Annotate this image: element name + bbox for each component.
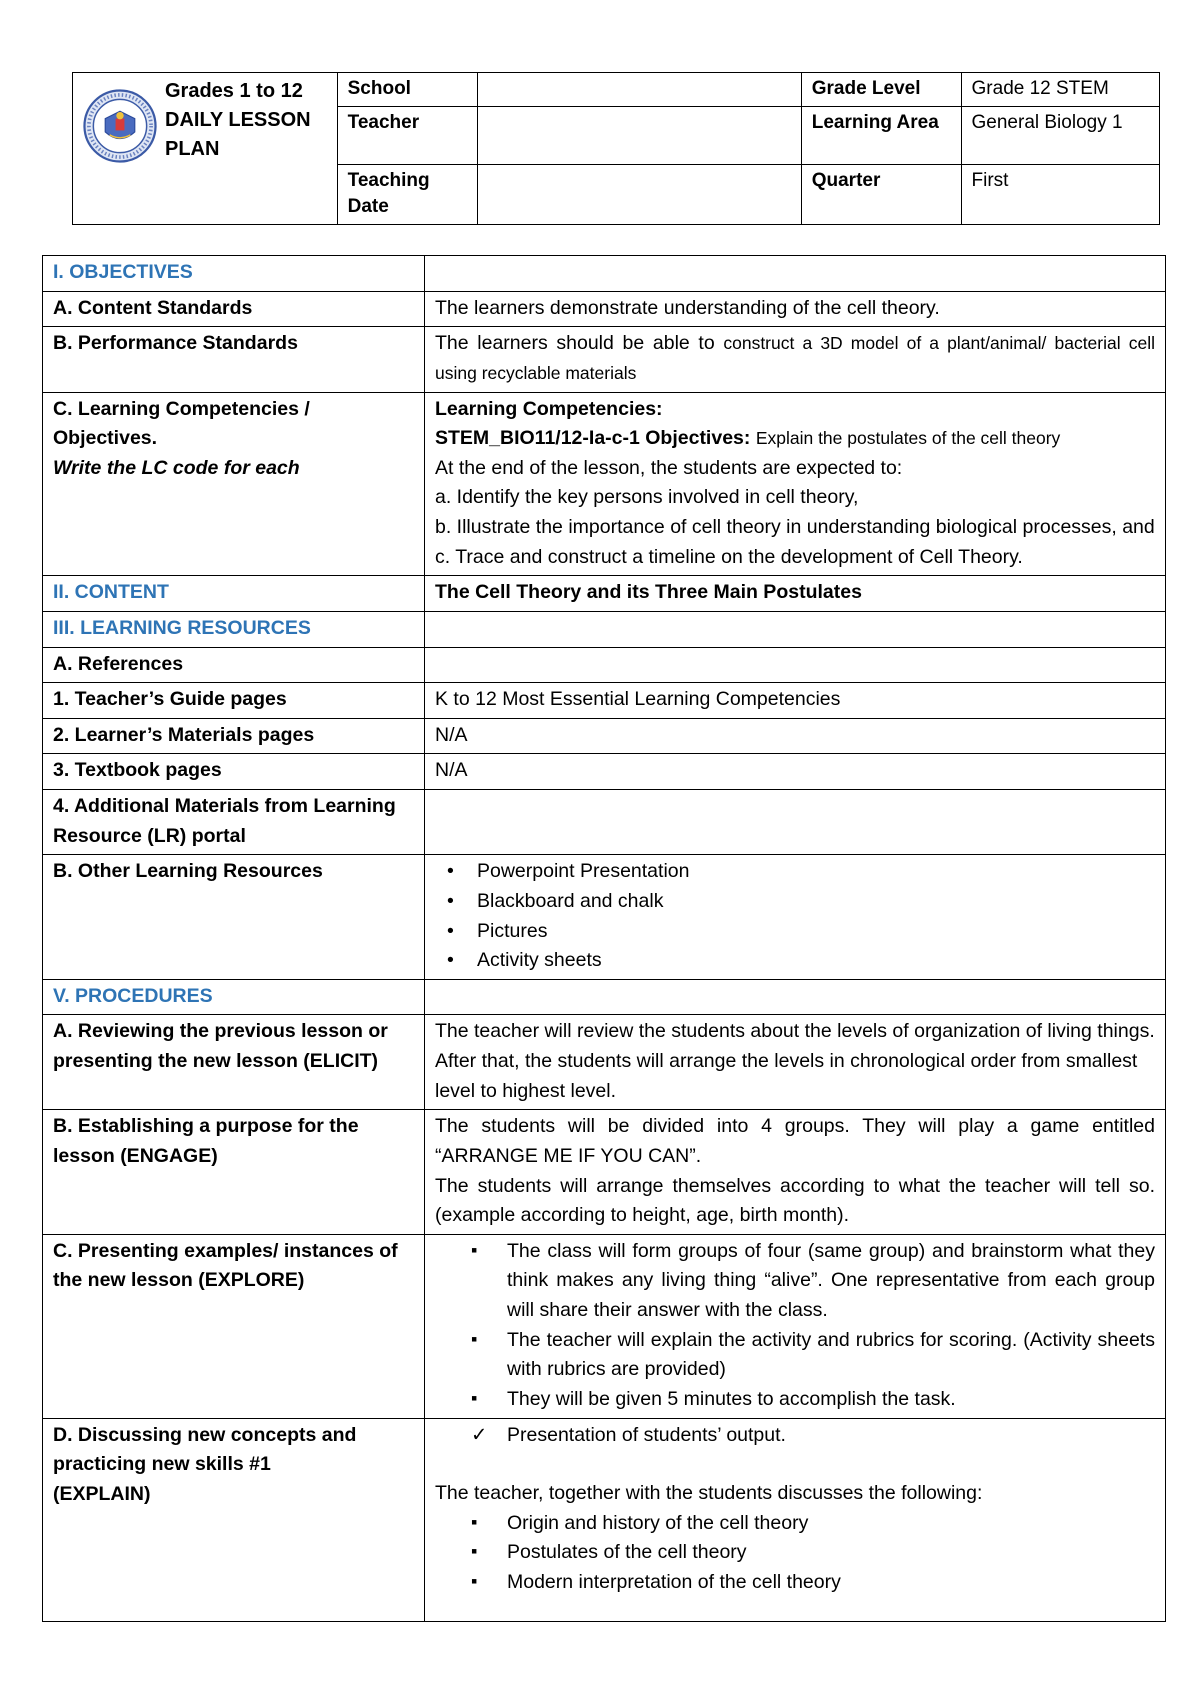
procedure-a-label: A. Reviewing the previous lesson or presenting the new lesson (ELICIT) xyxy=(43,1015,425,1110)
procedure-d-label xyxy=(43,1418,425,1621)
procedure-d-intro: The teacher, together with the students discusses the following: xyxy=(435,1482,983,1505)
performance-standards-value xyxy=(425,327,1166,392)
procedure-d-label-line2: practicing new skills #1 xyxy=(53,1453,271,1476)
other-resources-label: B. Other Learning Resources xyxy=(43,855,425,980)
table-row xyxy=(43,1015,1166,1110)
table-row xyxy=(43,647,1166,683)
teaching-date-field[interactable] xyxy=(478,164,802,224)
table-row xyxy=(43,754,1166,790)
table-row xyxy=(43,291,1166,327)
grade-level-label: Grade Level xyxy=(801,73,961,107)
list-item: ✓ Presentation of students’ output. xyxy=(435,1421,1155,1451)
procedures-heading: V. PROCEDURES xyxy=(43,979,425,1015)
content-standards-value: The learners demonstrate understanding of the cell theory. xyxy=(425,291,1166,327)
school-field[interactable] xyxy=(478,73,802,107)
table-row xyxy=(43,392,1166,576)
lesson-plan-body xyxy=(42,255,1166,1622)
competencies-heading: Learning Competencies: xyxy=(435,397,663,420)
additional-materials-value xyxy=(425,790,1166,855)
content-standards-label: A. Content Standards xyxy=(43,291,425,327)
list-item: • Activity sheets xyxy=(435,946,1155,976)
list-item: • Pictures xyxy=(435,917,1155,947)
table-row xyxy=(43,979,1166,1015)
quarter-label: Quarter xyxy=(801,164,961,224)
competencies-intro: At the end of the lesson, the students are expected to: xyxy=(435,456,903,479)
procedure-d-label-line3: (EXPLAIN) xyxy=(53,1482,151,1505)
resources-heading: III. LEARNING RESOURCES xyxy=(43,611,425,647)
competencies-code-text: Explain the postulates of the cell theory xyxy=(755,428,1061,449)
teaching-date-label: Teaching Date xyxy=(337,164,477,224)
school-label: School xyxy=(337,73,477,107)
lesson-plan-header xyxy=(72,72,1160,225)
list-item: • Powerpoint Presentation xyxy=(435,857,1155,887)
table-row xyxy=(43,256,1166,292)
table-row xyxy=(43,611,1166,647)
procedure-a-value: The teacher will review the students about the levels of organization of living things. After that, the students will arrange the levels in chronological order from smallest level to highest level. xyxy=(425,1015,1166,1110)
competencies-label xyxy=(43,392,425,576)
table-row xyxy=(43,1418,1166,1621)
competencies-value xyxy=(425,392,1166,576)
table-row xyxy=(43,1234,1166,1418)
objectives-heading: I. OBJECTIVES xyxy=(43,256,425,292)
list-item: ▪ They will be given 5 minutes to accomplish the task. xyxy=(435,1385,1155,1415)
table-row xyxy=(43,576,1166,612)
procedure-c-value xyxy=(425,1234,1166,1418)
header-title-line3: PLAN xyxy=(165,138,220,160)
performance-standards-label: B. Performance Standards xyxy=(43,327,425,392)
content-value: The Cell Theory and its Three Main Postulates xyxy=(425,576,1166,612)
procedure-b-label: B. Establishing a purpose for the lesson (ENGAGE) xyxy=(43,1110,425,1235)
textbook-pages-value: N/A xyxy=(425,754,1166,790)
performance-standards-text-a: The learners should be able to xyxy=(435,332,715,355)
list-item: ▪ Modern interpretation of the cell theory xyxy=(435,1568,1155,1598)
list-item: b. Illustrate the importance of cell theory in understanding biological processes, and xyxy=(435,516,1155,538)
additional-materials-label: 4. Additional Materials from Learning Resource (LR) portal xyxy=(43,790,425,855)
learning-area-value: General Biology 1 xyxy=(961,106,1159,164)
procedure-b-value xyxy=(425,1110,1166,1235)
table-row xyxy=(43,718,1166,754)
procedure-d-value xyxy=(425,1418,1166,1621)
competencies-label-line2: Objectives. xyxy=(53,427,158,450)
list-item: ▪ Postulates of the cell theory xyxy=(435,1538,1155,1568)
list-item: a. Identify the key persons involved in cell theory, xyxy=(435,486,859,509)
list-item: c. Trace and construct a timeline on the development of Cell Theory. xyxy=(435,545,1023,568)
procedure-d-label-line1: D. Discussing new concepts and xyxy=(53,1423,357,1446)
tg-pages-value: K to 12 Most Essential Learning Competencies xyxy=(425,683,1166,719)
grade-level-value: Grade 12 STEM xyxy=(961,73,1159,107)
header-title-cell xyxy=(73,73,338,225)
tg-pages-label: 1. Teacher’s Guide pages xyxy=(43,683,425,719)
list-item: ▪ The teacher will explain the activity and rubrics for scoring. (Activity sheets with rubrics are provided) xyxy=(435,1326,1155,1385)
list-item: • Blackboard and chalk xyxy=(435,887,1155,917)
table-row xyxy=(43,327,1166,392)
quarter-value: First xyxy=(961,164,1159,224)
teacher-label: Teacher xyxy=(337,106,477,164)
list-item: ▪ Origin and history of the cell theory xyxy=(435,1509,1155,1539)
performance-standards-text-b: construct a 3D model of a plant/animal/ bacterial cell using recyclable materials xyxy=(435,333,1155,383)
competencies-label-line1: C. Learning Competencies / xyxy=(53,397,310,420)
competencies-label-note: Write the LC code for each xyxy=(53,456,300,479)
procedure-b-text-1: The students will be divided into 4 groups. They will play a game entitled “ARRANGE ME IF YOU CAN”. xyxy=(435,1115,1155,1167)
table-row xyxy=(43,1110,1166,1235)
competencies-code: STEM_BIO11/12-Ia-c-1 Objectives: xyxy=(435,427,751,450)
table-row xyxy=(43,855,1166,980)
learning-area-label: Learning Area xyxy=(801,106,961,164)
header-title-line2: DAILY LESSON xyxy=(165,109,311,131)
table-row xyxy=(43,790,1166,855)
lm-pages-value: N/A xyxy=(425,718,1166,754)
references-label: A. References xyxy=(43,647,425,683)
other-resources-value xyxy=(425,855,1166,980)
header-title-line1: Grades 1 to 12 xyxy=(165,80,303,102)
procedure-c-label: C. Presenting examples/ instances of the new lesson (EXPLORE) xyxy=(43,1234,425,1418)
textbook-pages-label: 3. Textbook pages xyxy=(43,754,425,790)
teacher-field[interactable] xyxy=(478,106,802,164)
list-item: ▪ The class will form groups of four (same group) and brainstorm what they think makes any living thing “alive”. One representative from each group will share their answer with the class. xyxy=(435,1237,1155,1326)
procedure-b-text-2: The students will arrange themselves according to what the teacher will tell so. (example according to height, age, birth month). xyxy=(435,1174,1155,1227)
content-heading: II. CONTENT xyxy=(43,576,425,612)
deped-seal-icon xyxy=(83,89,157,163)
lm-pages-label: 2. Learner’s Materials pages xyxy=(43,718,425,754)
table-row xyxy=(43,683,1166,719)
